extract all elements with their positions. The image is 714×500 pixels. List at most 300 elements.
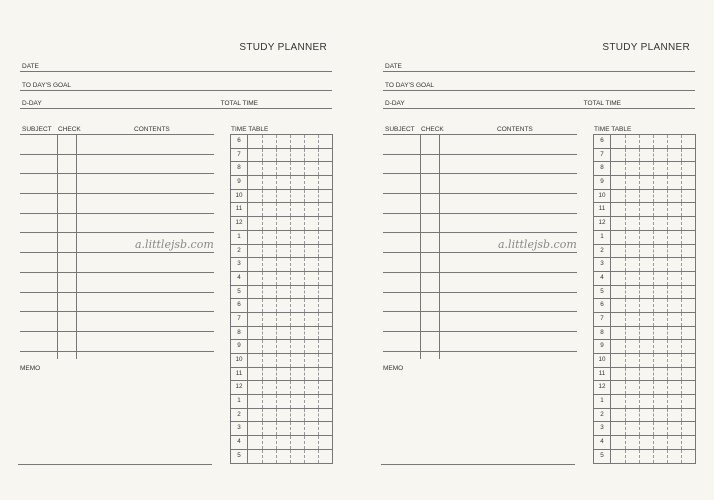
minute-divider <box>262 258 263 271</box>
minute-divider <box>262 190 263 203</box>
minute-divider <box>290 450 291 463</box>
minute-divider <box>667 368 668 381</box>
timetable-row[interactable] <box>594 135 695 149</box>
minute-divider <box>290 299 291 312</box>
minute-divider <box>639 340 640 353</box>
hour-label: 5 <box>231 450 248 463</box>
subject-row[interactable] <box>20 134 214 154</box>
subject-header: SUBJECT <box>22 126 52 133</box>
dday-field[interactable] <box>20 96 332 109</box>
minute-divider <box>681 299 682 312</box>
minute-divider <box>681 354 682 367</box>
minute-divider <box>639 258 640 271</box>
minute-divider <box>681 327 682 340</box>
minute-divider <box>318 258 319 271</box>
minute-divider <box>304 286 305 299</box>
subject-header: SUBJECT <box>385 126 415 133</box>
timetable-row[interactable] <box>594 272 695 286</box>
goal-label: TO DAY'S GOAL <box>22 82 72 89</box>
timetable-row[interactable] <box>594 258 695 272</box>
timetable-row[interactable] <box>231 286 332 300</box>
timetable-row[interactable] <box>231 217 332 231</box>
date-field[interactable] <box>20 59 332 72</box>
minute-divider <box>304 409 305 422</box>
memo-underline <box>18 464 212 465</box>
total-time-label: TOTAL TIME <box>583 100 621 107</box>
minute-divider <box>304 340 305 353</box>
hour-label: 7 <box>231 149 248 162</box>
minute-divider <box>290 149 291 162</box>
minute-divider <box>318 327 319 340</box>
minute-divider <box>639 231 640 244</box>
minute-divider <box>653 395 654 408</box>
subject-row[interactable] <box>383 292 577 312</box>
minute-divider <box>681 422 682 435</box>
minute-divider <box>639 217 640 230</box>
hour-label: 7 <box>231 313 248 326</box>
timetable-row[interactable] <box>231 149 332 163</box>
check-header: CHECK <box>58 126 81 133</box>
hour-label: 1 <box>594 231 611 244</box>
minute-divider <box>262 409 263 422</box>
hour-label: 11 <box>594 203 611 216</box>
total-time-label: TOTAL TIME <box>220 100 258 107</box>
minute-divider <box>304 258 305 271</box>
timetable-row[interactable] <box>231 203 332 217</box>
subject-row[interactable] <box>20 351 214 371</box>
minute-divider <box>318 409 319 422</box>
subject-row[interactable] <box>20 272 214 292</box>
timetable-row[interactable] <box>231 245 332 259</box>
subject-row[interactable] <box>20 331 214 351</box>
check-divider <box>76 134 77 359</box>
subject-table <box>383 134 577 370</box>
minute-divider <box>681 368 682 381</box>
minute-divider <box>653 327 654 340</box>
minute-divider <box>276 354 277 367</box>
timetable-row[interactable] <box>231 299 332 313</box>
date-field[interactable] <box>383 59 695 72</box>
timetable-row[interactable] <box>594 149 695 163</box>
timetable-row[interactable] <box>594 436 695 450</box>
memo-label: MEMO <box>20 365 41 372</box>
memo-label: MEMO <box>383 365 404 372</box>
minute-divider <box>639 286 640 299</box>
timetable-row[interactable] <box>594 327 695 341</box>
minute-divider <box>276 258 277 271</box>
minute-divider <box>667 422 668 435</box>
minute-divider <box>625 286 626 299</box>
hour-label: 9 <box>231 340 248 353</box>
minute-divider <box>262 450 263 463</box>
timetable-row[interactable] <box>594 190 695 204</box>
minute-divider <box>290 272 291 285</box>
subject-row[interactable] <box>383 331 577 351</box>
timetable-row[interactable] <box>594 217 695 231</box>
minute-divider <box>667 381 668 394</box>
minute-divider <box>681 313 682 326</box>
minute-divider <box>681 258 682 271</box>
dday-label: D-DAY <box>22 100 42 107</box>
timetable-row[interactable] <box>231 313 332 327</box>
subject-divider <box>57 134 58 359</box>
timetable-row[interactable] <box>231 381 332 395</box>
timetable-row[interactable] <box>594 450 695 464</box>
minute-divider <box>667 450 668 463</box>
timetable-row[interactable] <box>231 272 332 286</box>
hour-label: 4 <box>231 436 248 449</box>
minute-divider <box>681 436 682 449</box>
hour-label: 12 <box>231 217 248 230</box>
watermark: a.littlejsb.com <box>135 238 214 251</box>
timetable-row[interactable] <box>231 409 332 423</box>
timetable-row[interactable] <box>231 422 332 436</box>
hour-label: 8 <box>231 327 248 340</box>
minute-divider <box>290 135 291 148</box>
minute-divider <box>681 340 682 353</box>
minute-divider <box>304 272 305 285</box>
minute-divider <box>290 176 291 189</box>
timetable-row[interactable] <box>231 395 332 409</box>
timetable-row[interactable] <box>594 409 695 423</box>
minute-divider <box>318 422 319 435</box>
minute-divider <box>262 299 263 312</box>
timetable-header: TIME TABLE <box>231 126 269 133</box>
minute-divider <box>667 217 668 230</box>
minute-divider <box>318 286 319 299</box>
minute-divider <box>639 272 640 285</box>
minute-divider <box>276 135 277 148</box>
minute-divider <box>639 422 640 435</box>
minute-divider <box>653 245 654 258</box>
minute-divider <box>653 299 654 312</box>
hour-label: 2 <box>231 409 248 422</box>
minute-divider <box>667 395 668 408</box>
subject-row[interactable] <box>20 193 214 213</box>
minute-divider <box>639 354 640 367</box>
minute-divider <box>290 258 291 271</box>
minute-divider <box>625 368 626 381</box>
minute-divider <box>276 149 277 162</box>
minute-divider <box>667 135 668 148</box>
minute-divider <box>667 162 668 175</box>
minute-divider <box>318 299 319 312</box>
minute-divider <box>625 340 626 353</box>
timetable-row[interactable] <box>594 395 695 409</box>
subject-row[interactable] <box>383 272 577 292</box>
timetable-header: TIME TABLE <box>594 126 632 133</box>
timetable-row[interactable] <box>594 231 695 245</box>
timetable-row[interactable] <box>231 162 332 176</box>
minute-divider <box>262 340 263 353</box>
hour-label: 12 <box>594 381 611 394</box>
minute-divider <box>639 176 640 189</box>
minute-divider <box>639 395 640 408</box>
timetable-row[interactable] <box>594 176 695 190</box>
minute-divider <box>262 436 263 449</box>
minute-divider <box>262 149 263 162</box>
date-label: DATE <box>22 63 39 70</box>
timetable-row[interactable] <box>231 258 332 272</box>
hour-label: 8 <box>594 162 611 175</box>
minute-divider <box>276 231 277 244</box>
minute-divider <box>667 176 668 189</box>
timetable-row[interactable] <box>594 422 695 436</box>
watermark: a.littlejsb.com <box>498 238 577 251</box>
subject-row[interactable] <box>383 213 577 233</box>
minute-divider <box>625 450 626 463</box>
minute-divider <box>667 436 668 449</box>
minute-divider <box>276 245 277 258</box>
timetable-row[interactable] <box>231 368 332 382</box>
minute-divider <box>681 395 682 408</box>
minute-divider <box>639 162 640 175</box>
subject-row[interactable] <box>20 173 214 193</box>
timetable-row[interactable] <box>594 245 695 259</box>
hour-label: 5 <box>594 286 611 299</box>
timetable <box>230 134 333 464</box>
timetable-row[interactable] <box>231 327 332 341</box>
minute-divider <box>653 354 654 367</box>
minute-divider <box>290 217 291 230</box>
minute-divider <box>262 286 263 299</box>
minute-divider <box>681 272 682 285</box>
minute-divider <box>681 450 682 463</box>
minute-divider <box>653 203 654 216</box>
minute-divider <box>625 327 626 340</box>
hour-label: 10 <box>594 354 611 367</box>
minute-divider <box>625 395 626 408</box>
minute-divider <box>318 217 319 230</box>
minute-divider <box>639 245 640 258</box>
timetable <box>593 134 696 464</box>
minute-divider <box>625 299 626 312</box>
subject-row[interactable] <box>383 351 577 371</box>
minute-divider <box>304 422 305 435</box>
minute-divider <box>262 272 263 285</box>
minute-divider <box>667 327 668 340</box>
hour-label: 4 <box>594 436 611 449</box>
minute-divider <box>318 272 319 285</box>
timetable-row[interactable] <box>231 176 332 190</box>
hour-label: 8 <box>594 327 611 340</box>
minute-divider <box>639 203 640 216</box>
timetable-row[interactable] <box>594 368 695 382</box>
minute-divider <box>276 272 277 285</box>
minute-divider <box>681 162 682 175</box>
minute-divider <box>667 245 668 258</box>
minute-divider <box>653 190 654 203</box>
timetable-row[interactable] <box>231 135 332 149</box>
minute-divider <box>653 313 654 326</box>
minute-divider <box>276 217 277 230</box>
minute-divider <box>625 409 626 422</box>
timetable-row[interactable] <box>231 436 332 450</box>
timetable-row[interactable] <box>594 286 695 300</box>
minute-divider <box>276 162 277 175</box>
minute-divider <box>290 286 291 299</box>
minute-divider <box>653 258 654 271</box>
minute-divider <box>639 327 640 340</box>
minute-divider <box>318 354 319 367</box>
minute-divider <box>639 149 640 162</box>
minute-divider <box>276 422 277 435</box>
minute-divider <box>318 245 319 258</box>
minute-divider <box>290 245 291 258</box>
minute-divider <box>653 422 654 435</box>
minute-divider <box>653 149 654 162</box>
hour-label: 5 <box>231 286 248 299</box>
hour-label: 6 <box>594 299 611 312</box>
minute-divider <box>318 231 319 244</box>
subject-row[interactable] <box>20 213 214 233</box>
minute-divider <box>653 217 654 230</box>
goal-label: TO DAY'S GOAL <box>385 82 435 89</box>
timetable-row[interactable] <box>594 340 695 354</box>
hour-label: 10 <box>231 190 248 203</box>
minute-divider <box>262 176 263 189</box>
subject-row[interactable] <box>383 173 577 193</box>
minute-divider <box>262 135 263 148</box>
minute-divider <box>262 422 263 435</box>
minute-divider <box>276 450 277 463</box>
minute-divider <box>304 231 305 244</box>
minute-divider <box>625 245 626 258</box>
timetable-row[interactable] <box>231 340 332 354</box>
minute-divider <box>625 162 626 175</box>
hour-label: 7 <box>594 313 611 326</box>
minute-divider <box>653 340 654 353</box>
subject-row[interactable] <box>20 252 214 272</box>
hour-label: 5 <box>594 450 611 463</box>
subject-row[interactable] <box>383 311 577 331</box>
minute-divider <box>639 299 640 312</box>
minute-divider <box>304 436 305 449</box>
minute-divider <box>290 368 291 381</box>
minute-divider <box>290 340 291 353</box>
minute-divider <box>625 217 626 230</box>
minute-divider <box>318 176 319 189</box>
minute-divider <box>653 231 654 244</box>
minute-divider <box>290 395 291 408</box>
minute-divider <box>681 286 682 299</box>
minute-divider <box>276 190 277 203</box>
timetable-row[interactable] <box>594 354 695 368</box>
subject-row[interactable] <box>20 311 214 331</box>
planner-page-right <box>363 0 714 500</box>
dday-field[interactable] <box>383 96 695 109</box>
minute-divider <box>290 436 291 449</box>
minute-divider <box>625 354 626 367</box>
minute-divider <box>625 176 626 189</box>
minute-divider <box>318 395 319 408</box>
hour-label: 11 <box>231 368 248 381</box>
minute-divider <box>681 135 682 148</box>
minute-divider <box>639 368 640 381</box>
minute-divider <box>290 422 291 435</box>
minute-divider <box>625 272 626 285</box>
subject-row[interactable] <box>383 193 577 213</box>
hour-label: 3 <box>594 258 611 271</box>
minute-divider <box>318 436 319 449</box>
timetable-row[interactable] <box>594 313 695 327</box>
minute-divider <box>318 381 319 394</box>
minute-divider <box>653 450 654 463</box>
hour-label: 8 <box>231 162 248 175</box>
contents-header: CONTENTS <box>497 126 533 133</box>
minute-divider <box>290 327 291 340</box>
minute-divider <box>290 313 291 326</box>
timetable-row[interactable] <box>594 203 695 217</box>
minute-divider <box>290 231 291 244</box>
minute-divider <box>667 340 668 353</box>
minute-divider <box>681 381 682 394</box>
minute-divider <box>625 149 626 162</box>
subject-row[interactable] <box>383 252 577 272</box>
timetable-row[interactable] <box>231 231 332 245</box>
minute-divider <box>681 231 682 244</box>
minute-divider <box>681 217 682 230</box>
minute-divider <box>681 176 682 189</box>
minute-divider <box>276 381 277 394</box>
hour-label: 3 <box>231 258 248 271</box>
hour-label: 1 <box>594 395 611 408</box>
minute-divider <box>653 368 654 381</box>
timetable-row[interactable] <box>231 450 332 464</box>
timetable-row[interactable] <box>594 381 695 395</box>
minute-divider <box>653 286 654 299</box>
minute-divider <box>262 231 263 244</box>
timetable-row[interactable] <box>594 162 695 176</box>
subject-row[interactable] <box>383 154 577 174</box>
minute-divider <box>276 436 277 449</box>
goal-field[interactable] <box>383 78 695 91</box>
minute-divider <box>290 203 291 216</box>
minute-divider <box>653 162 654 175</box>
dday-label: D-DAY <box>385 100 405 107</box>
timetable-row[interactable] <box>594 299 695 313</box>
minute-divider <box>625 436 626 449</box>
subject-row[interactable] <box>383 134 577 154</box>
minute-divider <box>304 149 305 162</box>
minute-divider <box>304 245 305 258</box>
minute-divider <box>625 313 626 326</box>
minute-divider <box>276 395 277 408</box>
timetable-row[interactable] <box>231 190 332 204</box>
minute-divider <box>667 299 668 312</box>
minute-divider <box>276 299 277 312</box>
minute-divider <box>276 313 277 326</box>
minute-divider <box>653 272 654 285</box>
minute-divider <box>625 190 626 203</box>
hour-label: 2 <box>231 245 248 258</box>
minute-divider <box>639 190 640 203</box>
minute-divider <box>653 436 654 449</box>
minute-divider <box>318 190 319 203</box>
minute-divider <box>639 135 640 148</box>
minute-divider <box>290 381 291 394</box>
subject-row[interactable] <box>20 154 214 174</box>
hour-label: 3 <box>231 422 248 435</box>
minute-divider <box>681 149 682 162</box>
timetable-row[interactable] <box>231 354 332 368</box>
minute-divider <box>667 409 668 422</box>
minute-divider <box>304 395 305 408</box>
hour-label: 12 <box>594 217 611 230</box>
hour-label: 6 <box>594 135 611 148</box>
subject-row[interactable] <box>20 292 214 312</box>
goal-field[interactable] <box>20 78 332 91</box>
